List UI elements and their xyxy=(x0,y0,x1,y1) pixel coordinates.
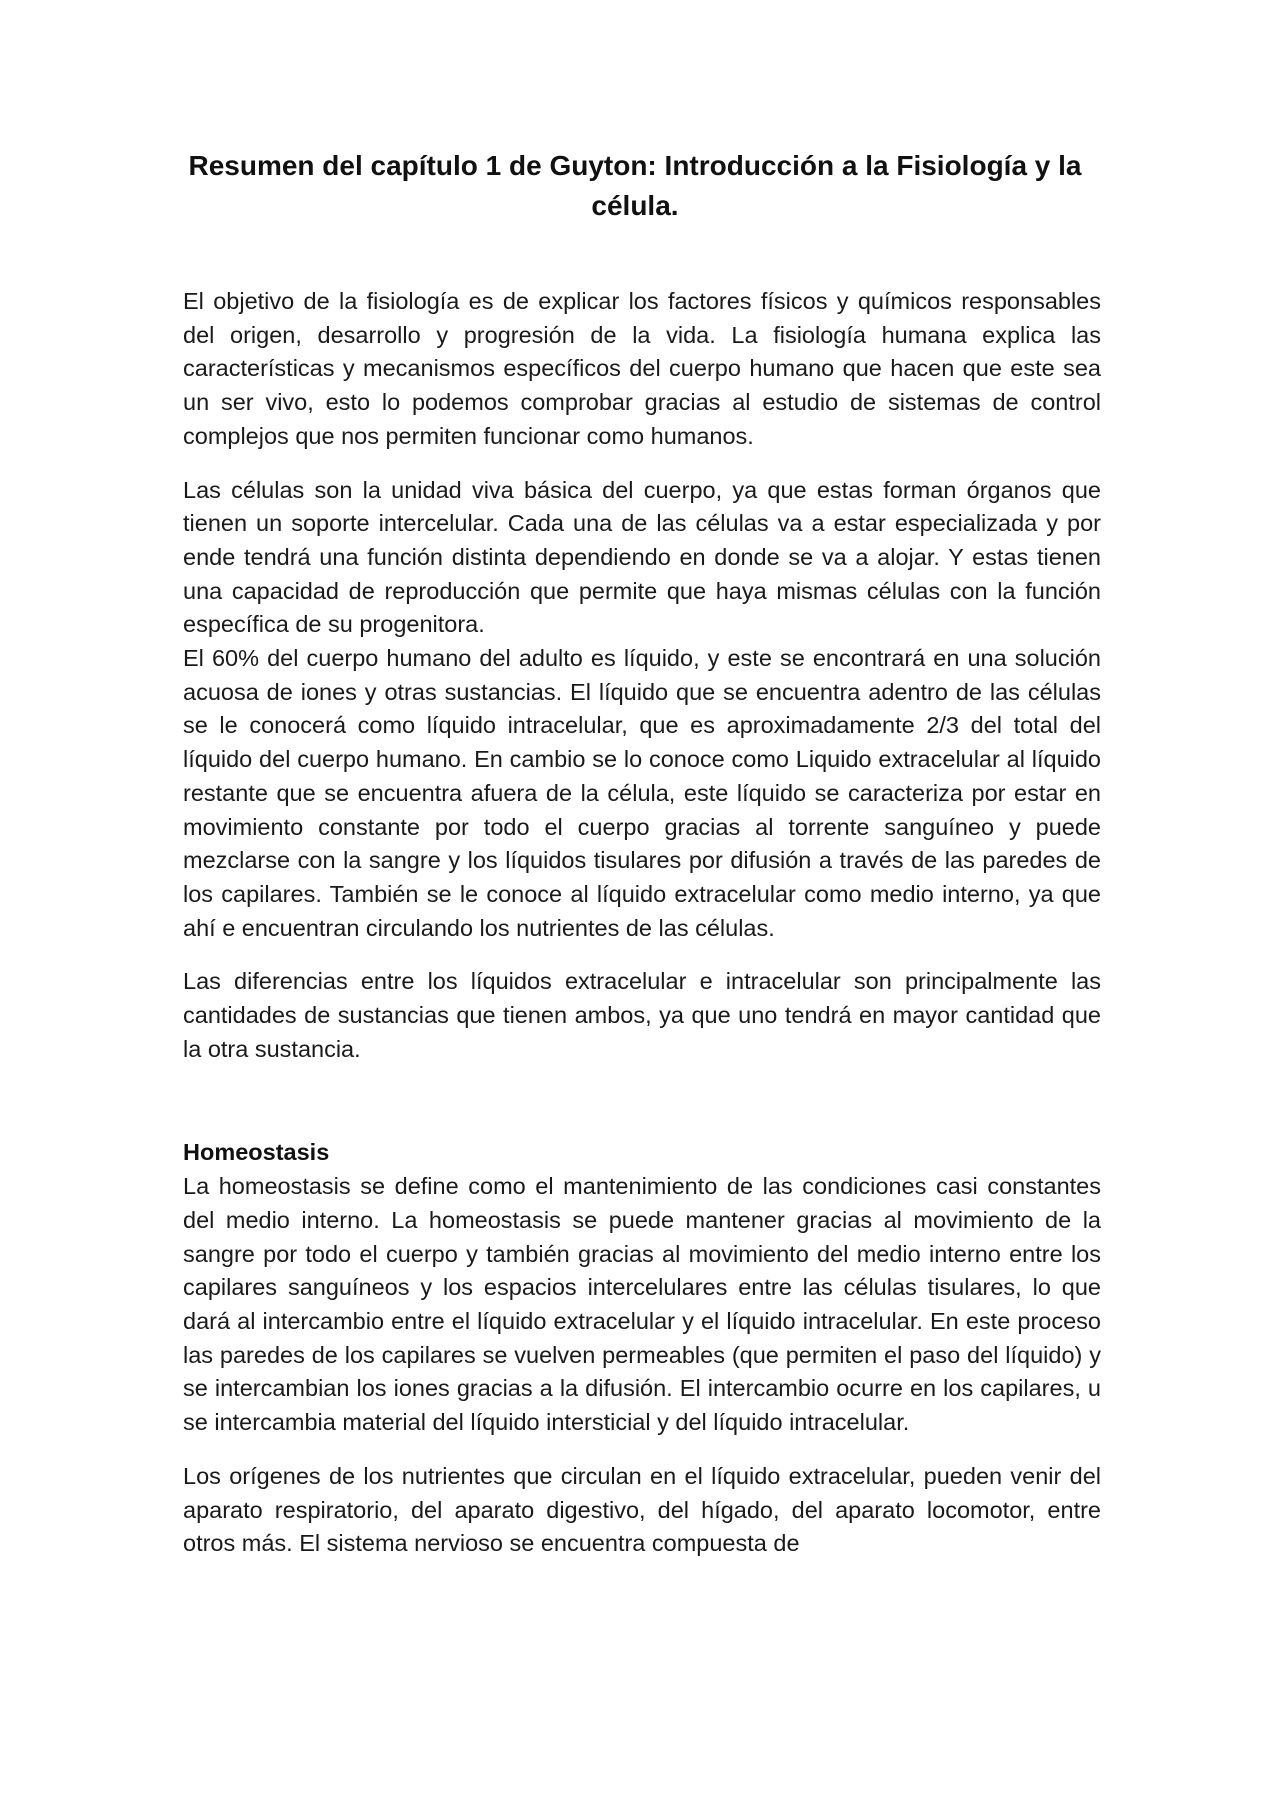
paragraph-objective: El objetivo de la fisiología es de explicar los factores físicos y químicos responsables del origen, desarrollo y progresión de la vida. La fisiología humana explica las características y mecanismos específicos del cuerpo humano que hacen que este sea un ser vivo, esto lo podemos comprobar gracias al estudio de sistemas de control complejos que nos permiten funcionar como humanos. xyxy=(183,288,1101,449)
paragraph-body-fluids: El 60% del cuerpo humano del adulto es líquido, y este se encontrará en una solución acuosa de iones y otras sustancias. El líquido que se encuentra adentro de las células se le conocerá como líquido intracelular, que es aproximadamente 2/3 del total del líquido del cuerpo humano. En cambio se lo conoce como Liquido extracelular al líquido restante que se encuentra afuera de la célula, este líquido se caracteriza por estar en movimiento constante por todo el cuerpo gracias al torrente sanguíneo y puede mezclarse con la sangre y los líquidos tisulares por difusión a través de las paredes de los capilares. También se le conoce al líquido extracelular como medio interno, ya que ahí e encuentran circulando los nutrientes de las células. xyxy=(183,645,1101,941)
document-body xyxy=(183,285,1101,1561)
paragraph-cells: Las células son la unidad viva básica del cuerpo, ya que estas forman órganos que tienen un soporte intercelular. Cada una de las células va a estar especializada y por ende tendrá una función distinta dependiendo en donde se va a alojar. Y estas tienen una capacidad de reproducción que permite que haya mismas células con la función específica de su progenitora. xyxy=(183,476,1101,638)
paragraph-fluid-differences: Las diferencias entre los líquidos extracelular e intracelular son principalmente las cantidades de sustancias que tienen ambos, ya que uno tendrá en mayor cantidad que la otra sustancia. xyxy=(183,968,1101,1062)
section-spacer xyxy=(183,1066,1101,1136)
paragraph-homeostasis-definition: La homeostasis se define como el mantenimiento de las condiciones casi constantes del medio interno. La homeostasis se puede mantener gracias al movimiento de la sangre por todo el cuerpo y también gracias al movimiento del medio interno entre los capilares sanguíneos y los espacios intercelulares entre las células tisulares, lo que dará al intercambio entre el líquido extracelular y el líquido intracelular. En este proceso las paredes de los capilares se vuelven permeables (que permiten el paso del líquido) y se intercambian los iones gracias a la difusión. El intercambio ocurre en los capilares, u se intercambia material del líquido intersticial y del líquido intracelular. xyxy=(183,1173,1101,1436)
document-title: Resumen del capítulo 1 de Guyton: Introducción a la Fisiología y la célula. xyxy=(188,150,1082,221)
section-heading-homeostasis: Homeostasis xyxy=(183,1139,330,1166)
paragraph-nutrient-origins: Los orígenes de los nutrientes que circulan en el líquido extracelular, pueden venir del aparato respiratorio, del aparato digestivo, del hígado, del aparato locomotor, entre otros más. El sistema nervioso se encuentra compuesta de xyxy=(183,1462,1101,1557)
